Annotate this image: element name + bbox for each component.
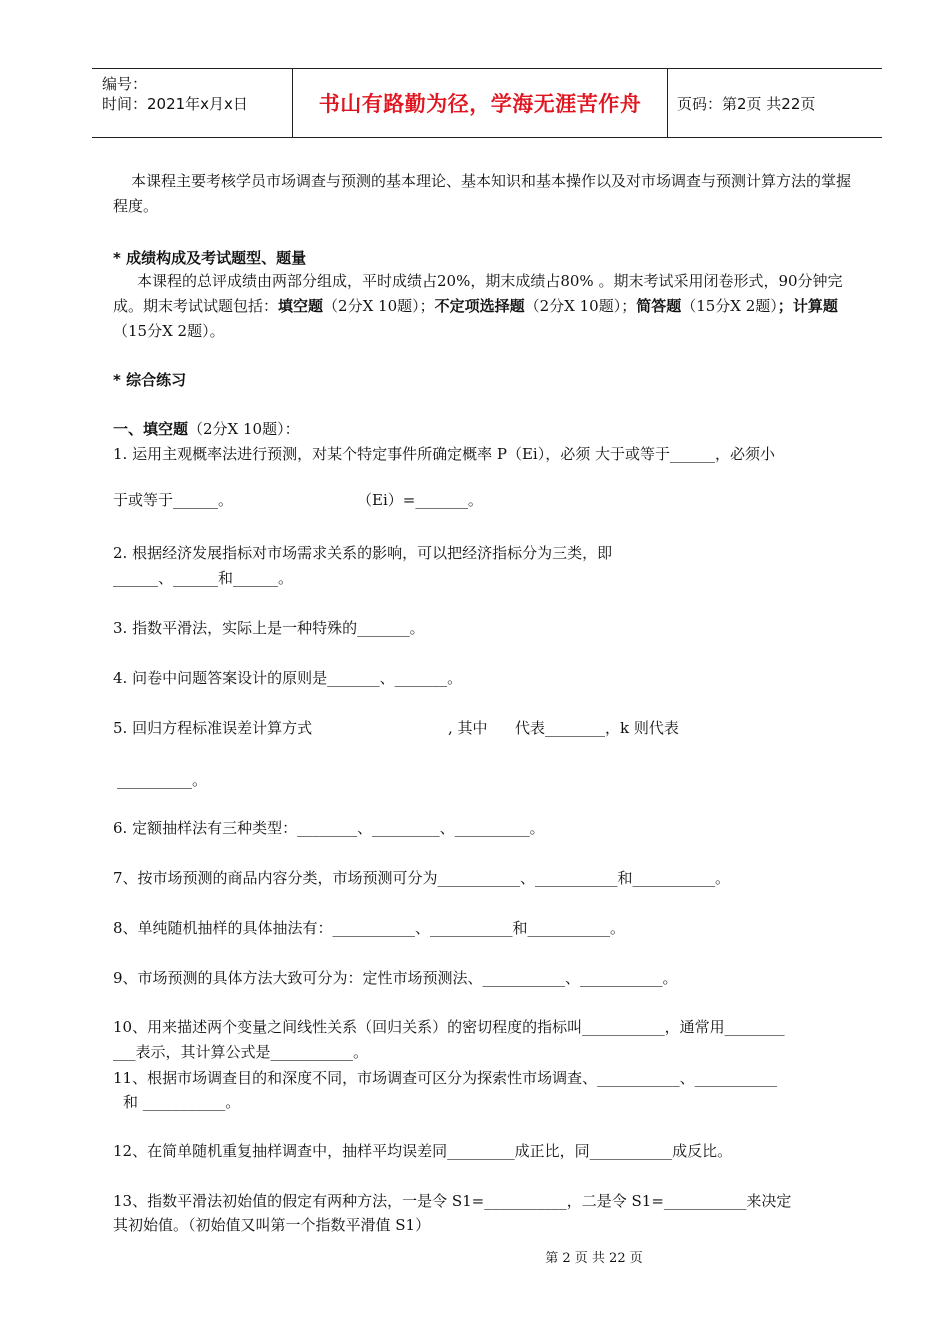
header-meta-cell [92, 69, 292, 137]
short-answer-label: 简答题 [636, 297, 682, 315]
question-5-line-1 [113, 716, 863, 741]
page-footer [0, 1247, 950, 1266]
question-5-line-2: __________。 [117, 771, 208, 789]
question-1-part-b: 于或等于______。 [113, 491, 234, 509]
question-11-line-2: 和 ___________。 [123, 1093, 241, 1111]
part-title: 一、填空题 [113, 420, 189, 438]
question-10-line-2: ___表示，其计算公式是___________。 [113, 1043, 369, 1061]
page-header [92, 68, 882, 138]
question-1-line-2 [113, 488, 863, 513]
question-11-line-1: 11、根据市场调查目的和深度不同，市场调查可区分为探索性市场调查、___________、___________ [113, 1069, 778, 1087]
question-9: 9、市场预测的具体方法大致可分为：定性市场预测法、___________、___________。 [113, 969, 678, 987]
short-answer-detail: （15分X 2题） [681, 297, 778, 315]
intro-paragraph: 本课程主要考核学员市场调查与预测的基本理论、基本知识和基本操作以及对市场调查与预测计算方法的掌握程度。 [113, 172, 852, 215]
question-3: 3. 指数平滑法，实际上是一种特殊的_______。 [113, 619, 425, 637]
question-5-part-c: 代表________，k 则代表 [515, 719, 679, 737]
question-4: 4. 问卷中问题答案设计的原则是_______、_______。 [113, 669, 463, 687]
multiple-choice-label: 不定项选择题 [434, 297, 525, 315]
question-12: 12、在简单随机重复抽样调查中，抽样平均误差同_________成正比，同___________成反比。 [113, 1142, 733, 1160]
header-motto: 书山有路勤为径，学海无涯苦作舟 [318, 92, 642, 116]
exam-structure-text: 本课程的总评成绩由两部分组成，平时成绩占20%，期末成绩占80% 。期末考试采用闭卷形式，90分钟完成。期末考试试题包括： [113, 272, 843, 315]
question-7: 7、按市场预测的商品内容分类，市场预测可分为___________、___________和___________。 [113, 869, 731, 887]
part-title-fill-blank [113, 417, 863, 442]
exam-structure-paragraph [113, 269, 863, 344]
part-detail: （2分X 10题）： [188, 420, 300, 438]
question-10-line-1: 10、用来描述两个变量之间线性关系（回归关系）的密切程度的指标叫___________，通常用________ [113, 1018, 785, 1036]
header-page-info: 页码：第2页 共22页 [677, 94, 816, 113]
fill-blank-label: 填空题 [278, 297, 324, 315]
question-13-line-2: 其初始值。（初始值又叫第一个指数平滑值 S1） [113, 1216, 431, 1234]
question-8: 8、单纯随机抽样的具体抽法有：___________、___________和___________。 [113, 919, 626, 937]
question-1-part-c: （Ei）=_______。 [357, 491, 483, 509]
footer-page-number: 第 2 页 共 22 页 [545, 1251, 643, 1266]
header-page-cell [667, 69, 882, 137]
fill-blank-detail: （2分X 10题）； [323, 297, 435, 315]
section-title-exercises: * 综合练习 [113, 371, 187, 389]
section-title-exam-structure: * 成绩构成及考试题型、题量 [113, 249, 307, 267]
header-motto-cell [292, 69, 668, 137]
question-6: 6. 定额抽样法有三种类型：________、_________、__________。 [113, 819, 545, 837]
question-13-line-1: 13、指数平滑法初始值的假定有两种方法，一是令 S1=___________，二是令 S1=___________来决定 [113, 1192, 792, 1210]
multiple-choice-detail: （2分X 10题）； [524, 297, 637, 315]
question-2-line-1: 2. 根据经济发展指标对市场需求关系的影响，可以把经济指标分为三类，即 [113, 544, 613, 562]
question-5-part-a: 5. 回归方程标准误差计算方式 [113, 719, 313, 737]
calculation-label: 计算题 [792, 297, 838, 315]
question-1-line-1: 1. 运用主观概率法进行预测，对某个特定事件所确定概率 P（Ei），必须 大于或等于______，必须小 [113, 445, 775, 463]
separator: ； [777, 297, 793, 315]
question-5-part-b: , 其中 [448, 719, 488, 737]
document-time-label: 时间：2021年x月x日 [102, 95, 248, 113]
calculation-detail: （15分X 2题）。 [113, 322, 225, 340]
document-number-label: 编号： [102, 75, 148, 93]
question-2-line-2: ______、______和______。 [113, 569, 294, 587]
